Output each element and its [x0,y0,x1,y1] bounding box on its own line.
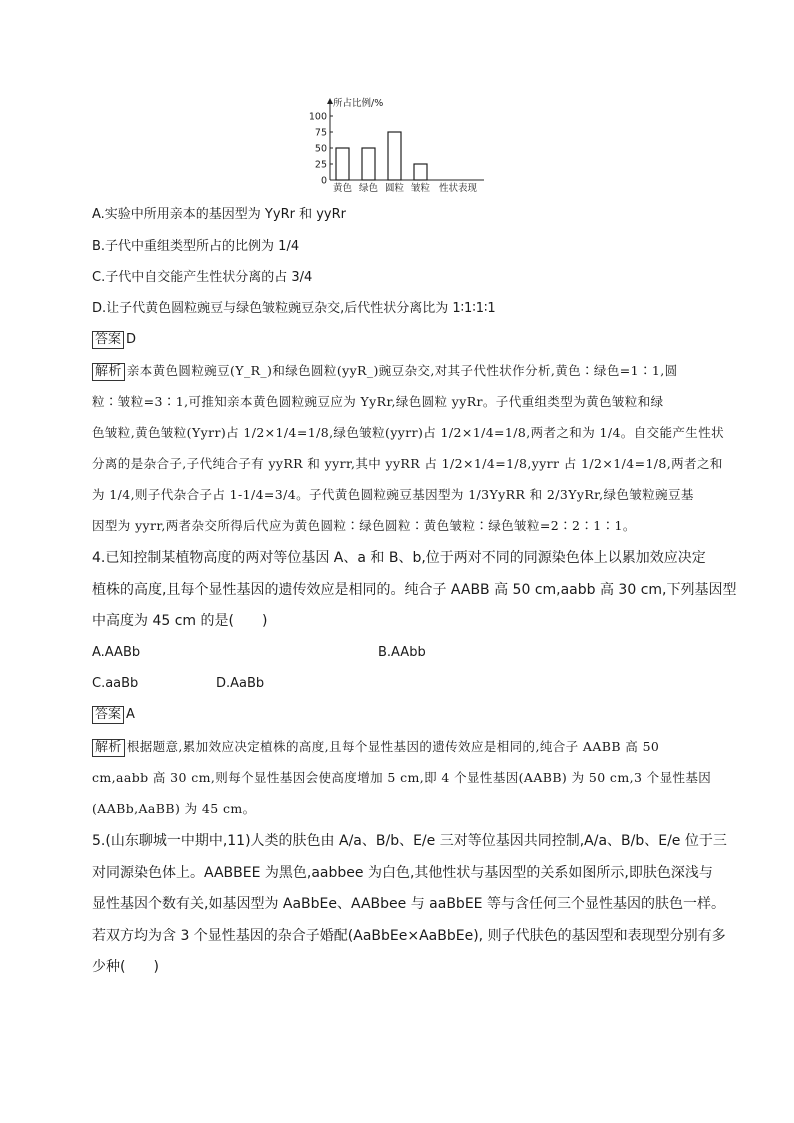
x-tick-label: 绿色 [358,183,379,194]
y-tick-label: 0 [320,175,327,187]
x-axis-label: 性状表现 [438,183,478,194]
x-tick-label: 黄色 [332,183,353,194]
answer-tag: 答案 [92,706,124,724]
bar [362,148,375,180]
q3-analysis-line: 因型为 yyrr,两者杂交所得后代应为黄色圆粒∶绿色圆粒∶黄色皱粒∶绿色皱粒=2∶2∶1∶1。 [92,518,636,533]
q5-stem-line: 若双方均为含 3 个显性基因的杂合子婚配(AaBbEe×AaBbEe), 则子代肤色的基因型和表现型分别有多 [92,928,726,944]
q4-analysis-line: (AABb,AaBB) 为 45 cm。 [92,801,256,816]
q3-analysis-line: 粒∶皱粒=3∶1,可推知亲本黄色圆粒豌豆应为 YyRr,绿色圆粒 yyRr。子代重组类型为黄色皱粒和绿 [92,394,664,409]
x-tick-label: 圆粒 [384,183,405,194]
q3-analysis-line [92,361,677,381]
q3-option-b: B.子代中重组类型所占的比例为 1/4 [92,239,300,254]
y-tick-label: 50 [314,143,327,155]
q4-option-a: A.AABb [92,645,141,660]
x-tick-label: 皱粒 [410,183,431,194]
q5-stem-line: 对同源染色体上。AABBEE 为黑色,aabbee 为白色,其他性状与基因型的关系如图所示,即肤色深浅与 [92,865,713,881]
q4-stem-line: 中高度为 45 cm 的是( ) [92,613,268,629]
q3-answer [92,330,136,350]
q4-analysis-line [92,737,659,757]
bar [336,148,349,180]
bar [414,164,427,180]
q5-stem-line: 5.(山东聊城一中期中,11)人类的肤色由 A/a、B/b、E/e 三对等位基因共同控制,A/a、B/b、E/e 位于三 [92,833,727,849]
q4-option-b: B.AAbb [378,645,426,660]
q4-options-row-1 [92,643,492,663]
answer-value: D [126,332,137,347]
answer-tag: 答案 [92,331,124,349]
q3-analysis-line: 分离的是杂合子,子代纯合子有 yyRR 和 yyrr,其中 yyRR 占 1/2×1/4=1/8,yyrr 占 1/2×1/4=1/8,两者之和 [92,456,723,471]
bar-chart [300,94,500,200]
analysis-text: 亲本黄色圆粒豌豆(Y_R_)和绿色圆粒(yyR_)豌豆杂交,对其子代性状作分析,黄色∶绿色=1∶1,圆 [126,363,678,378]
y-axis-label: 所占比例/% [333,98,384,109]
bar [388,132,401,180]
analysis-text: 根据题意,累加效应决定植株的高度,且每个显性基因的遗传效应是相同的,纯合子 AABB 高 50 [126,739,660,754]
q3-option-a: A.实验中所用亲本的基因型为 YyRr 和 yyRr [92,207,346,222]
q3-option-c: C.子代中自交能产生性状分离的占 3/4 [92,270,313,285]
y-tick-label: 25 [314,159,327,171]
y-tick-label: 100 [308,111,327,123]
q4-stem-line: 4.已知控制某植物高度的两对等位基因 A、a 和 B、b,位于两对不同的同源染色体上以累加效应决定 [92,550,706,566]
q5-stem-line: 少种( ) [92,959,159,975]
analysis-tag: 解析 [92,363,125,381]
chart-svg [300,94,500,200]
answer-value: A [126,707,135,722]
q4-options-row-2 [92,674,492,694]
q3-analysis-line: 色皱粒,黄色皱粒(Yyrr)占 1/2×1/4=1/8,绿色皱粒(yyrr)占 1/2×1/4=1/8,两者之和为 1/4。自交能产生性状 [92,425,725,440]
q4-option-d: D.AaBb [216,676,265,691]
y-tick-label: 75 [314,127,327,139]
q4-stem-line: 植株的高度,且每个显性基因的遗传效应是相同的。纯合子 AABB 高 50 cm,aabb 高 30 cm,下列基因型 [92,582,737,598]
q4-analysis-line: cm,aabb 高 30 cm,则每个显性基因会使高度增加 5 cm,即 4 个显性基因(AABB) 为 50 cm,3 个显性基因 [92,770,712,785]
q5-stem-line: 显性基因个数有关,如基因型为 AaBbEe、AABbee 与 aaBbEE 等与含任何三个显性基因的肤色一样。 [92,896,725,912]
q3-analysis-line: 为 1/4,则子代杂合子占 1-1/4=3/4。子代黄色圆粒豌豆基因型为 1/3YyRR 和 2/3YyRr,绿色皱粒豌豆基 [92,487,694,502]
analysis-tag: 解析 [92,739,125,757]
q4-answer [92,705,135,725]
q4-option-c: C.aaBb [92,676,139,691]
q3-option-d: D.让子代黄色圆粒豌豆与绿色皱粒豌豆杂交,后代性状分离比为 1∶1∶1∶1 [92,301,496,316]
